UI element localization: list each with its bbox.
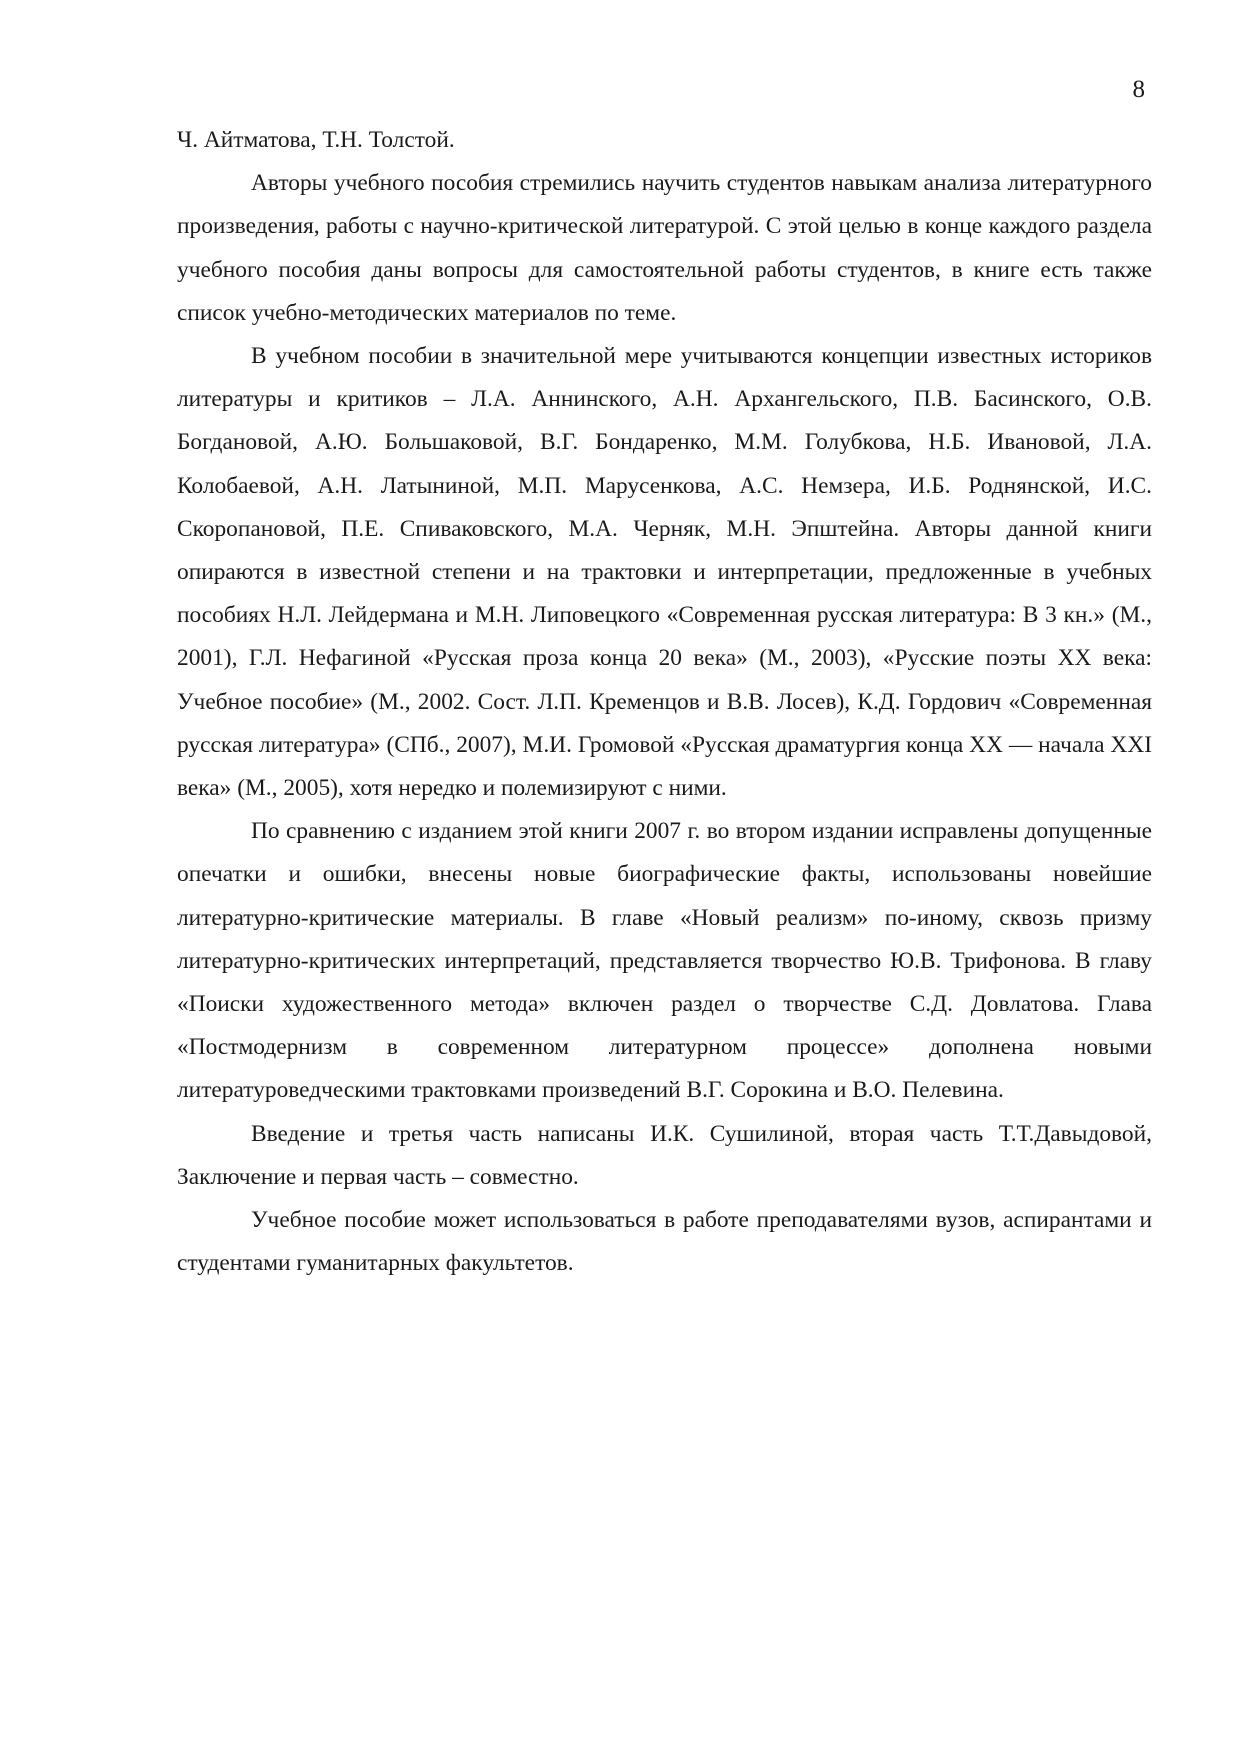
paragraph-authors-goals: Авторы учебного пособия стремились научить студентов навыкам анализа литературного произведения, работы с научно-критической литературой. С этой целью в конце каждого раздела учебного пособия даны вопросы для самостоятельной работы студентов, в книге есть также список учебно-методических материалов по теме. <box>177 170 1152 326</box>
page-number: 8 <box>1132 76 1145 103</box>
document-body <box>177 119 1152 1285</box>
paragraph-audience: Учебное пособие может использоваться в работе преподавателями вузов, аспирантами и студентами гуманитарных факультетов. <box>177 1207 1152 1277</box>
paragraph-continuation: Ч. Айтматова, Т.Н. Толстой. <box>177 127 455 153</box>
paragraph-second-edition: По сравнению с изданием этой книги 2007 г. во втором издании исправлены допущенные опечатки и ошибки, внесены новые биографические факты, использованы новейшие литературно-критические материалы. В главе «Новый реализм» по-иному, сквозь призму литературно-критических интерпретаций, представляется творчество Ю.В. Трифонова. В главу «Поиски художественного метода» включен раздел о творчестве С.Д. Довлатова. Глава «Постмодернизм в современном литературном процессе» дополнена новыми литературоведческими трактовками произведений В.Г. Сорокина и В.О. Пелевина. <box>177 818 1152 1104</box>
paragraph-concepts: В учебном пособии в значительной мере учитываются концепции известных историков литературы и критиков – Л.А. Аннинского, А.Н. Архангельского, П.В. Басинского, О.В. Богдановой, А.Ю. Большаковой, В.Г. Бондаренко, М.М. Голубкова, Н.Б. Ивановой, Л.А. Колобаевой, А.Н. Латыниной, М.П. Марусенкова, А.С. Немзера, И.Б. Роднянской, И.С. Скоропановой, П.Е. Спиваковского, М.А. Черняк, М.Н. Эпштейна. Авторы данной книги опираются в известной степени и на трактовки и интерпретации, предложенные в учебных пособиях Н.Л. Лейдермана и М.Н. Липовецкого «Современная русская литература: В 3 кн.» (М., 2001), Г.Л. Нефагиной «Русская проза конца 20 века» (М., 2003), «Русские поэты XX века: Учебное пособие» (М., 2002. Сост. Л.П. Кременцов и В.В. Лосев), К.Д. Гордович «Современная русская литература» (СПб., 2007), М.И. Громовой «Русская драматургия конца XX — начала XXI века» (М., 2005), хотя нередко и полемизируют с ними. <box>177 343 1152 802</box>
paragraph-authorship: Введение и третья часть написаны И.К. Сушилиной, вторая часть Т.Т.Давыдовой, Заключение и первая часть – совместно. <box>177 1120 1152 1190</box>
